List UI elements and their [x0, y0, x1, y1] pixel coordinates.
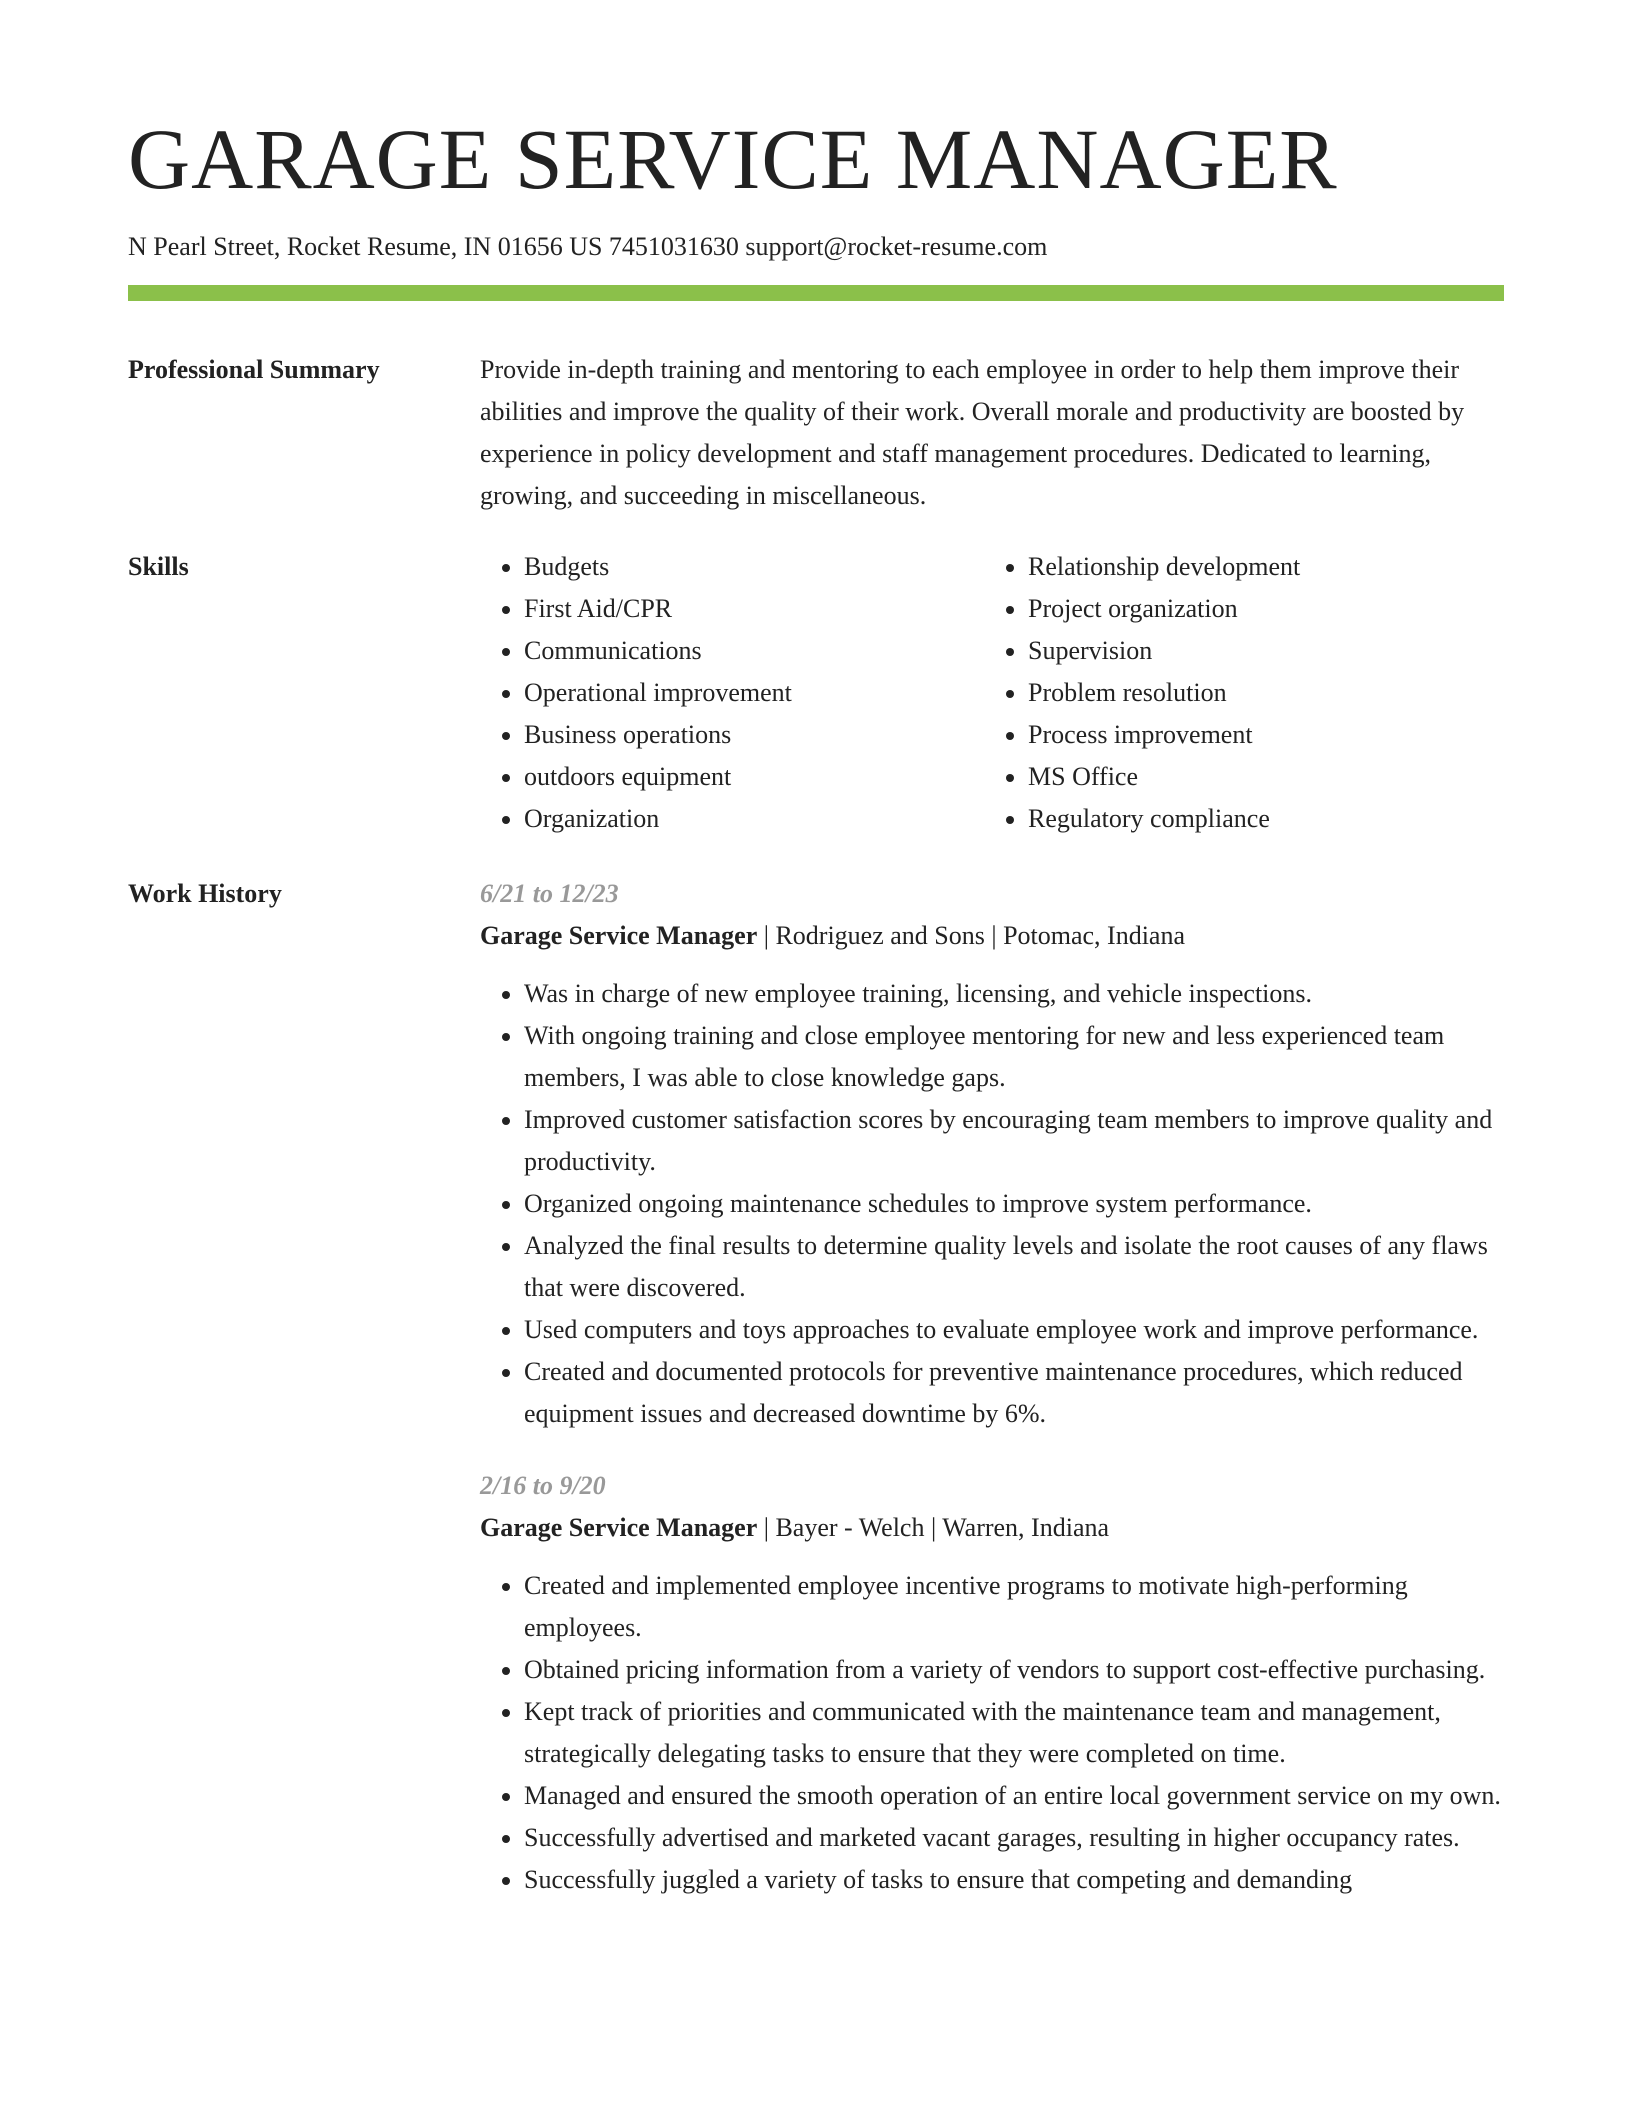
skill-item: • Business operations: [524, 714, 984, 756]
job-dates: 6/21 to 12/23: [480, 879, 619, 908]
job-details: | Bayer - Welch | Warren, Indiana: [757, 1513, 1110, 1542]
skills-list-left: [480, 546, 984, 840]
resume-title: GARAGE SERVICE MANAGER: [128, 111, 1338, 207]
job-bullet: • Improved customer satisfaction scores by encouraging team members to improve quality and productivity.: [524, 1099, 1504, 1183]
skill-item: • Process improvement: [1028, 714, 1488, 756]
job-heading: [480, 1507, 1504, 1549]
skill-item: • Supervision: [1028, 630, 1488, 672]
job-title: Garage Service Manager: [480, 921, 758, 950]
job-bullet: • Successfully juggled a variety of tasks to ensure that competing and demanding: [524, 1859, 1504, 1901]
job-bullet: • Created and documented protocols for preventive maintenance procedures, which reduced equipment issues and decreased downtime by 6%.: [524, 1351, 1504, 1435]
skill-item: • Relationship development: [1028, 546, 1488, 588]
skill-item: • Problem resolution: [1028, 672, 1488, 714]
job-bullet: • Was in charge of new employee training, licensing, and vehicle inspections.: [524, 973, 1504, 1015]
skills-list-right: [984, 546, 1488, 840]
contact-line: N Pearl Street, Rocket Resume, IN 01656 US 7451031630 support@rocket-resume.com: [128, 232, 1048, 261]
skill-item: • MS Office: [1028, 756, 1488, 798]
job-bullet: • Created and implemented employee incentive programs to motivate high-performing employees.: [524, 1565, 1504, 1649]
skill-item: • Regulatory compliance: [1028, 798, 1488, 840]
job-bullet: • Obtained pricing information from a variety of vendors to support cost-effective purchasing.: [524, 1649, 1504, 1691]
job-dates: 2/16 to 9/20: [480, 1471, 606, 1500]
job-entry: [480, 1465, 1504, 1901]
skill-item: • Project organization: [1028, 588, 1488, 630]
skills-heading: Skills: [128, 552, 189, 581]
skill-item: • Organization: [524, 798, 984, 840]
skill-item: • Operational improvement: [524, 672, 984, 714]
job-bullet: • Successfully advertised and marketed vacant garages, resulting in higher occupancy rates.: [524, 1817, 1504, 1859]
job-bullet: • Organized ongoing maintenance schedules to improve system performance.: [524, 1183, 1504, 1225]
skill-item: • Budgets: [524, 546, 984, 588]
summary-heading: Professional Summary: [128, 355, 380, 384]
job-bullet: • Used computers and toys approaches to evaluate employee work and improve performance.: [524, 1309, 1504, 1351]
job-entry: [480, 873, 1504, 1435]
work-history-heading: Work History: [128, 879, 282, 908]
job-bullet: • Managed and ensured the smooth operation of an entire local government service on my own.: [524, 1775, 1504, 1817]
accent-divider: [128, 285, 1504, 301]
job-details: | Rodriguez and Sons | Potomac, Indiana: [757, 921, 1186, 950]
summary-text: Provide in-depth training and mentoring to each employee in order to help them improve their abilities and improve the quality of their work. Overall morale and productivity are boosted by experience in policy development and staff management procedures. Dedicated to learning, growing, and succeeding in miscellaneous.: [480, 355, 1465, 510]
job-bullet: • With ongoing training and close employee mentoring for new and less experienced team members, I was able to close knowledge gaps.: [524, 1015, 1504, 1099]
job-bullets: [480, 1565, 1504, 1901]
job-bullets: [480, 973, 1504, 1435]
skill-item: • First Aid/CPR: [524, 588, 984, 630]
job-heading: [480, 915, 1504, 957]
job-title: Garage Service Manager: [480, 1513, 758, 1542]
job-bullet: • Analyzed the final results to determine quality levels and isolate the root causes of any flaws that were discovered.: [524, 1225, 1504, 1309]
skill-item: • Communications: [524, 630, 984, 672]
job-bullet: • Kept track of priorities and communicated with the maintenance team and management, strategically delegating tasks to ensure that they were completed on time.: [524, 1691, 1504, 1775]
skill-item: • outdoors equipment: [524, 756, 984, 798]
